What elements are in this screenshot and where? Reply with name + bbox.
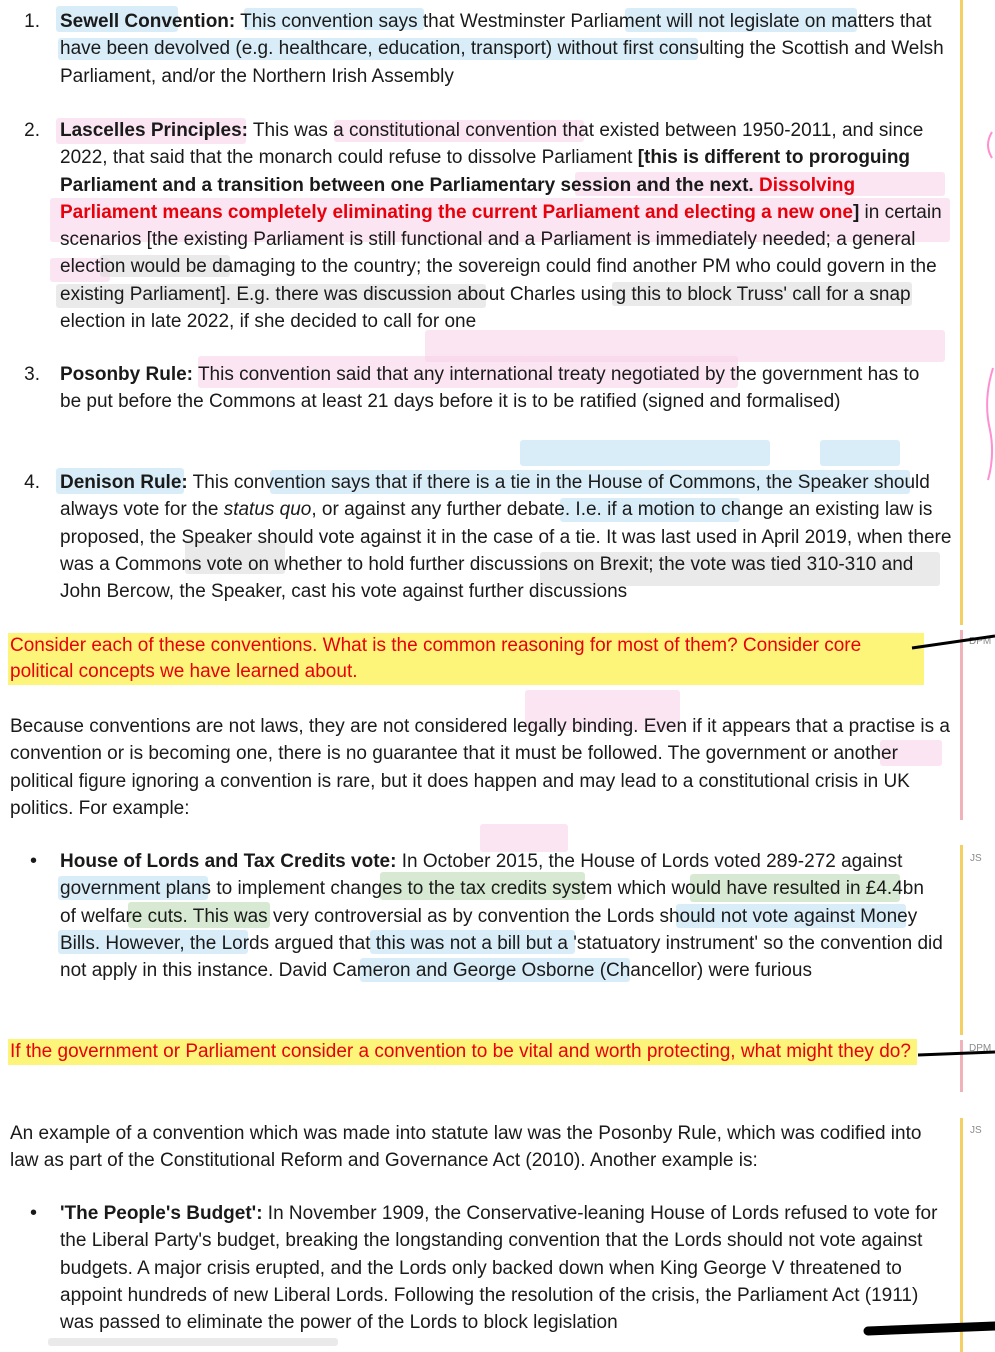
term-sewell: Sewell Convention: bbox=[60, 11, 236, 32]
body-paragraph: An example of a convention which was made into statute law was the Posonby Rule, which was codified into law as part of the Constitutional Reform and Governance Act (2010). Another example is: bbox=[10, 1123, 922, 1172]
comment-author-initials[interactable]: JS bbox=[970, 853, 982, 864]
italic-term: status quo bbox=[223, 499, 312, 521]
comment-author-initials[interactable]: DPM bbox=[969, 636, 992, 647]
term-lascelles: Lascelles Principles: bbox=[60, 120, 248, 141]
list-number: 1. bbox=[24, 11, 40, 32]
red-note: Dissolving Parliament means completely eliminating the current Parliament and electing a new one bbox=[60, 174, 856, 223]
bold-note: [this is different to proroguing Parliament and a transition between one Parliamentary session and the next. bbox=[60, 147, 911, 196]
item-text: , or against any further debate. I.e. if a motion to change an existing law is proposed, the Speaker should vote against it in the case of a tie. It was last used in April 2019, when there was a Commons vote on whether to hold further discussions on Brexit; the vote was tied 310-310 and John Bercow, the Speaker, cast his vote against further discussions bbox=[60, 499, 952, 603]
term-tax-credits: House of Lords and Tax Credits vote: bbox=[60, 851, 397, 872]
item-text: This convention says that if there is a tie in the House of Commons, the Speaker should always vote for the bbox=[60, 472, 930, 521]
question-highlight: If the government or Parliament consider a convention to be vital and worth protecting, what might they do? bbox=[8, 1039, 917, 1065]
term-posonby: Posonby Rule: bbox=[60, 364, 194, 385]
pen-scribble bbox=[987, 368, 993, 480]
bullet-glyph: • bbox=[30, 850, 38, 872]
item-text: This convention says that Westminster Parliament will not legislate on matters that have been devolved (e.g. healthcare, education, transport) without first consulting the Scottish and Welsh Parliament, and/or the Northern Irish Assembly bbox=[60, 11, 944, 87]
bullet-text: In November 1909, the Conservative-leaning House of Lords refused to vote for the Liberal Party's budget, breaking the longstanding convention that the Lords should not vote against budgets. A major crisis erupted, and the Lords only backed down when King George V threatened to appoint hundreds of new Liberal Lords. Following the resolution of the crisis, the Parliament Act (1911) was passed to eliminate the power of the Lords to block legislation bbox=[60, 1203, 938, 1334]
item-text: in certain scenarios [the existing Parliament is still functional and a Parliament is immediately needed; a general election would be damaging to the country; the sovereign could find another PM who could govern in the existing Parliament]. E.g. there was discussion about Charles using this to block Truss' call for a snap election in late 2022, if she decided to call for one bbox=[60, 201, 942, 333]
term-peoples-budget: 'The People's Budget': bbox=[60, 1203, 263, 1224]
comment-author-initials[interactable]: JS bbox=[970, 1125, 982, 1136]
list-number: 4. bbox=[24, 472, 40, 493]
pen-connector-line bbox=[912, 636, 995, 648]
question-highlight: Consider each of these conventions. What is the common reasoning for most of them? Consider core political concepts we have learned about. bbox=[8, 633, 924, 685]
list-number: 3. bbox=[24, 364, 40, 385]
bullet-text: In October 2015, the House of Lords voted 289-272 against government plans to implement changes to the tax credits system which would have resulted in £4.4bn of welfare cuts. This was very controversial as by convention the Lords should not vote against Money Bills. However, the Lords argued that this was not a bill but a 'statuatory instrument' so the convention did not apply in this instance. David Cameron and George Osborne (Chancellor) were furious bbox=[60, 851, 943, 982]
list-number: 2. bbox=[24, 120, 40, 141]
pen-connector-line bbox=[868, 1326, 995, 1331]
pen-scribble bbox=[988, 132, 992, 158]
comment-author-initials[interactable]: DPM bbox=[969, 1043, 992, 1054]
item-text: This convention said that any international treaty negotiated by the government has to be put before the Commons at least 21 days before it is to be ratified (signed and formalised) bbox=[60, 364, 920, 413]
pen-connector-line bbox=[918, 1052, 995, 1055]
bold-close: ] bbox=[852, 201, 860, 223]
item-text: This was a constitutional convention that existed between 1950-2011, and since 2022, that said that the monarch could refuse to dissolve Parliament bbox=[60, 120, 924, 169]
bullet-glyph: • bbox=[30, 1202, 38, 1224]
term-denison: Denison Rule: bbox=[60, 472, 188, 493]
body-paragraph: Because conventions are not laws, they are not considered legally binding. Even if it appears that a practise is a convention or is becoming one, there is no guarantee that it must be followed. The government or another political figure ignoring a convention is rare, but it does happen and may lead to a constitutional crisis in UK politics. For example: bbox=[10, 716, 950, 819]
